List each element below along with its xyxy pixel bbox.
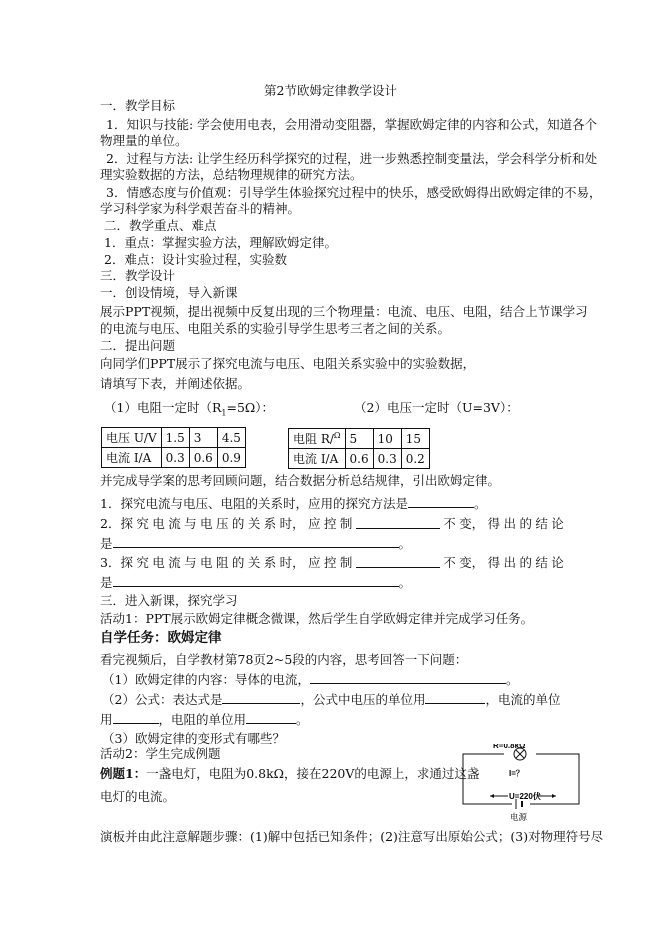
problem2-line2: 是 。	[100, 536, 412, 551]
problem3-line1: 3．探 究 电 流 与 电 阻 的 关 系 时， 应 控 制 不 变， 得 出 的 结 论	[100, 555, 564, 570]
current-label: I=？	[509, 769, 524, 778]
example1-line1: 例题1：一盏电灯，电阻为0.8kΩ，接在220V的电源上，求通过这盏	[100, 766, 480, 781]
table1-caption: （1）电阻一定时$(R_1=5\Omega)$：	[104, 400, 275, 418]
table-cell-label: 电流 I/A	[102, 448, 162, 468]
resistance-label: R=0.8kΩ	[493, 744, 526, 750]
answer-blank[interactable]	[356, 516, 440, 529]
document-title: 第2节欧姆定律教学设计	[264, 83, 397, 98]
table-cell-label: 电压 U/V	[102, 428, 162, 448]
intro-line2: 的电流与电压、电阻关系的实验引导学生思考三者之间的关系。	[100, 321, 451, 336]
table-cell: 0.9	[217, 448, 245, 468]
answer-blank[interactable]	[222, 691, 300, 704]
step-new-lesson: 三．进入新课，探究学习	[100, 593, 238, 608]
section-key-points: 二．教学重点、难点	[104, 218, 217, 233]
circuit-diagram	[462, 744, 580, 824]
table-cell: 10	[373, 429, 401, 449]
table-cell: 3	[189, 428, 217, 448]
key-point: 1．重点：掌握实验方法，理解欧姆定律。	[104, 235, 337, 250]
self-study-task-title: 自学任务：欧姆定律	[100, 630, 222, 646]
table-cell: 0.6	[189, 448, 217, 468]
task3: （3）欧姆定律的变形式有哪些？	[102, 731, 285, 746]
table2-caption: （2）电压一定时（U=3V）：	[354, 400, 519, 415]
task1: （1）欧姆定律的内容：导体的电流， 。	[102, 672, 519, 687]
table-cell: 4.5	[217, 428, 245, 448]
example1-line2: 电灯的电流。	[100, 789, 176, 804]
intro-line1: 展示PPT视频，提出视频中反复出现的三个物理量：电流、电压、电阻，结合上节课学习	[100, 304, 588, 319]
section-teaching-goals: 一．教学目标	[100, 98, 176, 113]
answer-blank[interactable]	[408, 495, 474, 508]
table-cell-label: 电阻 R/$^\Omega$	[289, 429, 346, 449]
table-resistance-current	[288, 428, 430, 469]
task-intro: 看完视频后，自学教材第78页2~5段的内容，思考回答一下问题：	[100, 652, 468, 667]
table-cell: 0.2	[401, 449, 429, 469]
answer-blank[interactable]	[113, 574, 399, 587]
step-create-scenario: 一．创设情境，导入新课	[100, 285, 238, 300]
voltage-label: U=220伏	[509, 792, 541, 801]
table-cell-label: 电流 I/A	[289, 449, 346, 469]
goal-knowledge-line1: 1．知识与技能: 学会使用电表，会用滑动变阻器，掌握欧姆定律的内容和公式，知道各个	[106, 117, 598, 132]
activity1-text: 活动1：PPT展示欧姆定律概念微课，然后学生自学欧姆定律并完成学习任务。	[100, 611, 534, 626]
table-row	[102, 448, 246, 468]
answer-blank[interactable]	[113, 535, 399, 548]
step-raise-question: 二．提出问题	[100, 338, 176, 353]
answer-blank[interactable]	[356, 555, 440, 568]
table-voltage-current	[101, 427, 246, 468]
table-cell: 0.3	[161, 448, 189, 468]
table-cell: 15	[401, 429, 429, 449]
section-teaching-design: 三．教学设计	[100, 268, 176, 283]
table-cell: 0.3	[373, 449, 401, 469]
goal-attitude-line1: 3．情感态度与价值观：引导学生体验探究过程中的快乐，感受欧姆得出欧姆定律的不易，	[106, 185, 602, 200]
task2-line1: （2）公式：表达式是 ，公式中电压的单位用 ，电流的单位	[102, 692, 561, 707]
answer-blank[interactable]	[310, 671, 506, 684]
table-cell: 1.5	[161, 428, 189, 448]
guide-text: 并完成导学案的思考回顾问题，结合数据分析总结规律，引出欧姆定律。	[100, 473, 501, 488]
task2-line2: 用 ，电阻的单位用 。	[100, 712, 309, 727]
table-row	[289, 449, 430, 469]
table-cell: 5	[345, 429, 373, 449]
goal-attitude-line2: 学习科学家为科学艰苦奋斗的精神。	[100, 201, 301, 216]
table-row	[289, 429, 430, 449]
activity2-text: 活动2：学生完成例题	[100, 746, 221, 761]
solution-steps: 演板并由此注意解题步骤：(1)解中包括已知条件；(2)注意写出原始公式；(3)对物理符号尽	[100, 829, 604, 844]
question-line1: 向同学们PPT展示了探究电流与电压、电阻关系实验中的实验数据，	[100, 356, 476, 371]
goal-knowledge-line2: 物理量的单位。	[100, 133, 188, 148]
power-source-label: 电源	[510, 813, 528, 823]
problem1: 1．探究电流与电压、电阻的关系时，应用的探究方法是 。	[100, 496, 487, 511]
question-line2: 请填写下表，并阐述依据。	[100, 376, 251, 391]
problem3-line2: 是 。	[100, 575, 412, 590]
goal-process-line1: 2．过程与方法: 让学生经历科学探究的过程，进一步熟悉控制变量法，学会科学分析和处	[106, 151, 598, 166]
answer-blank[interactable]	[425, 691, 485, 704]
table-cell: 0.6	[345, 449, 373, 469]
goal-process-line2: 理实验数据的方法，总结物理规律的研究方法。	[100, 167, 363, 182]
problem2-line1: 2．探 究 电 流 与 电 压 的 关 系 时， 应 控 制 不 变， 得 出 的 结 论	[100, 516, 564, 531]
difficult-point: 2．难点：设计实验过程，实验数	[104, 252, 287, 267]
table-row	[102, 428, 246, 448]
answer-blank[interactable]	[246, 711, 296, 724]
answer-blank[interactable]	[113, 711, 159, 724]
